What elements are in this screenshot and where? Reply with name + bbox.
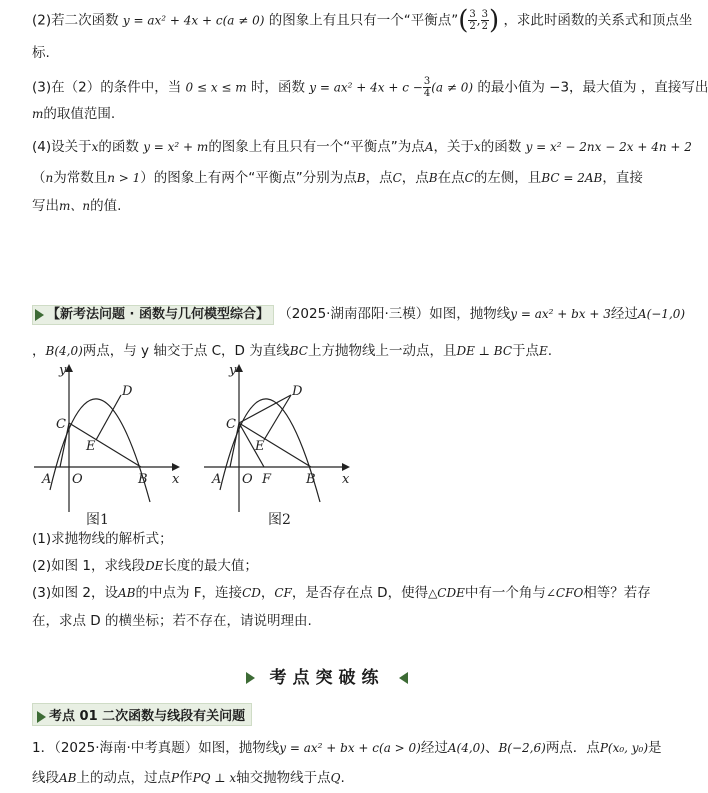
fig2-line-CB <box>239 423 311 467</box>
section-title: 考点突破练 <box>0 663 654 688</box>
fig1-label-D: D <box>122 384 133 399</box>
fig2-label-O: O <box>242 472 253 487</box>
fig2-label-B: B <box>306 472 316 487</box>
fig1-label-C: C <box>56 417 66 432</box>
fig1-label-A: A <box>42 472 52 487</box>
q3-line1: (3)在（2）的条件中，当 0 ≤ x ≤ m 时，函数 y = ax² + 4x + c − $\frac{3}{4}$ (a ≠ 0) 的最小值为 −3，最大值为 ，直接写出 <box>32 76 708 99</box>
q2-line1: (2)若二次函数 y = ax² + 4x + c(a ≠ 0) 的图象上有且只有一个“平衡点”( $\frac{3}{2}$ , $\frac{3}{2}$ ) ，求此时函数的关系式和顶点坐 <box>32 5 693 36</box>
fig1-parabola <box>50 399 150 502</box>
fig1-line-CB <box>69 423 141 467</box>
q4-line3: 写出m、n的值. <box>32 198 122 214</box>
fig2-label-D: D <box>292 384 303 399</box>
subq-3: (3)如图 2，设AB的中点为 F，连接CD，CF，是否存在点 D，使得△CDE中有一个角与∠CFO相等？若存 <box>32 585 651 601</box>
subq-1: (1)求抛物线的解析式； <box>32 531 173 547</box>
problem-line1: 【新考法问题 · 函数与几何模型综合】 （2025·湖南邵阳·三模）如图，抛物线y = ax² + bx + 3经过A(−1,0) <box>32 304 685 325</box>
figure-1-labels <box>41 363 180 528</box>
fig1-label-y: y <box>59 363 67 378</box>
q4-line1: (4)设关于x的函数 y = x² + m的图象上有且只有一个“平衡点”为点A，关于x的函数 y = x² − 2nx − 2x + 4n + 2 <box>32 139 692 155</box>
fig2-label-y: y <box>229 363 237 378</box>
fig1-label-E: E <box>86 439 96 454</box>
q2-frac2: $\frac{3}{2}$ <box>481 9 488 32</box>
figure-2 <box>204 364 350 512</box>
fig1-line-DE <box>96 395 121 440</box>
fig1-caption: 图1 <box>86 512 109 528</box>
fig2-label-F: F <box>262 472 272 487</box>
subq-3-line2: 在，求点 D 的横坐标；若不存在，请说明理由. <box>32 613 312 629</box>
q1-line1: 1．（2025·海南·中考真题）如图，抛物线y = ax² + bx + c(a > 0)经过A(4,0)、B(−2,6)两点．点P(x₀, y₀)是 <box>32 740 662 756</box>
fig2-label-A: A <box>212 472 222 487</box>
q4-line2: （n为常数且n > 1）的图象上有两个“平衡点”分别为点B，点C，点B在点C的左侧，且BC = 2AB，直接 <box>32 170 643 186</box>
figure-2-labels <box>211 363 350 528</box>
fig1-x-arrow <box>172 463 180 471</box>
fig1-label-x: x <box>172 472 180 487</box>
fig2-x-arrow <box>342 463 350 471</box>
fig2-label-E: E <box>255 439 265 454</box>
q1-line2: 线段AB上的动点，过点P作PQ ⊥ x轴交抛物线于点Q. <box>32 770 345 786</box>
fig1-label-B: B <box>138 472 148 487</box>
figure-1 <box>34 364 180 512</box>
fig2-caption: 图2 <box>268 512 291 528</box>
kaodian-arrow-icon <box>37 711 46 723</box>
section-left-arrow-icon <box>246 672 255 684</box>
section-right-arrow-icon <box>399 672 408 684</box>
kaodian-tag: 考点 01 二次函数与线段有关问题 <box>32 703 252 726</box>
q3-line2: m的取值范围. <box>32 106 116 122</box>
subq-2: (2)如图 1，求线段DE长度的最大值； <box>32 558 258 574</box>
q2-expr: y = ax² + 4x + c(a ≠ 0) <box>122 13 265 28</box>
fig2-label-x: x <box>342 472 350 487</box>
q2-frac1: $\frac{3}{2}$ <box>469 9 476 32</box>
problem-tag: 【新考法问题 · 函数与几何模型综合】 <box>32 305 274 325</box>
problem-line2: ，B(4,0)两点，与 y 轴交于点 C，D 为直线BC上方抛物线上一动点，且DE ⊥ BC于点E. <box>32 343 553 359</box>
tag-arrow-icon <box>35 309 44 321</box>
fig1-label-O: O <box>72 472 83 487</box>
q2-line2: 标. <box>32 45 50 61</box>
figures <box>0 362 654 532</box>
fig2-label-C: C <box>226 417 236 432</box>
